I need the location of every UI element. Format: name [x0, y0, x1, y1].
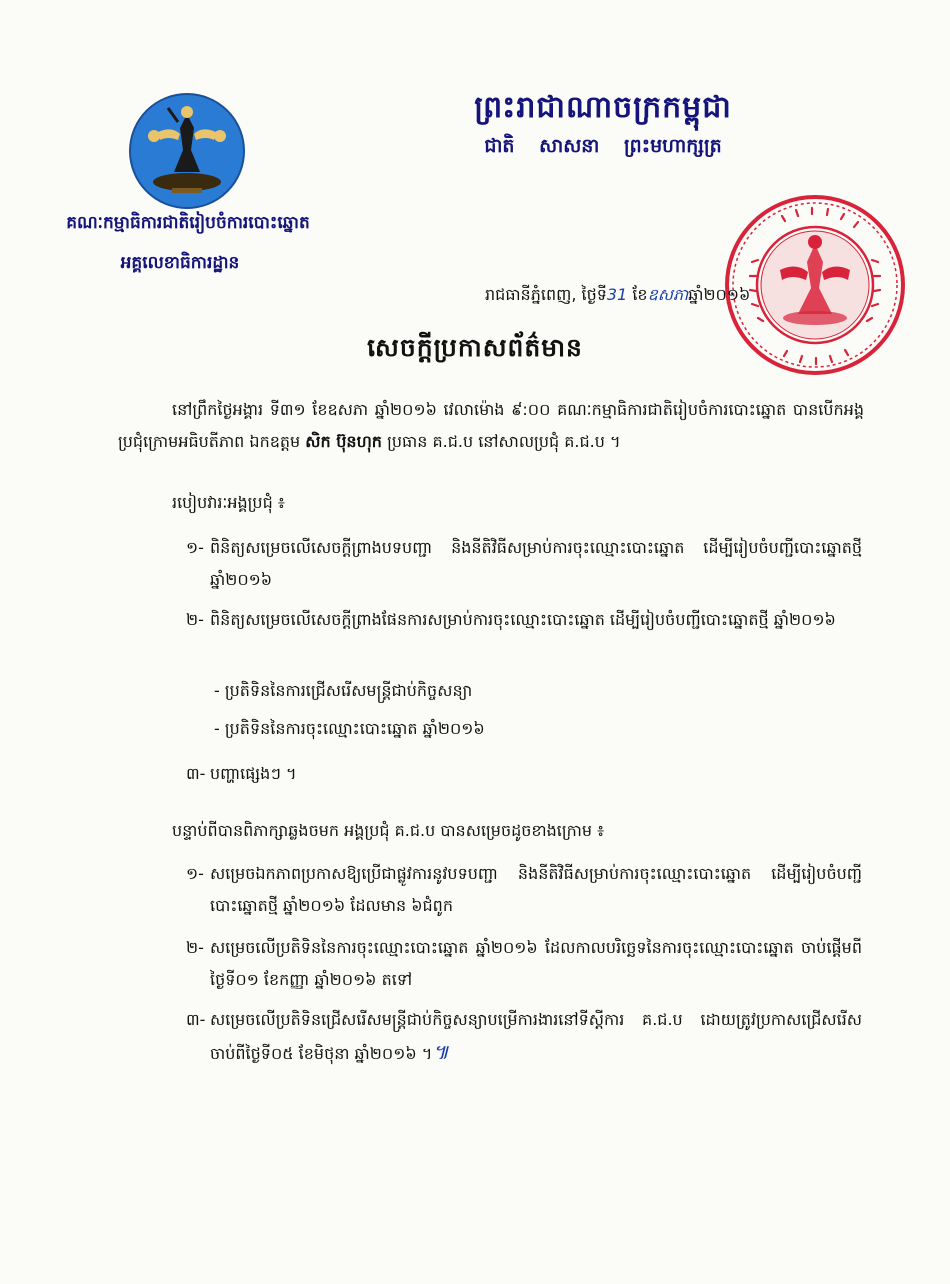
decisions-heading: បន្ទាប់ពីបានពិភាក្សាឆ្លងចមក អង្គប្រជុំ គ.ជ.ប បានសម្រេចដូចខាងក្រោម ៖: [172, 821, 605, 840]
agenda-heading: របៀបវារៈអង្គប្រជុំ ៖: [172, 493, 285, 512]
decision-text: សម្រេចលើប្រតិទិនជ្រើសរើសមន្ត្រីជាប់កិច្ចសន្យាបម្រើការងារនៅទីស្តីការ គ.ជ.ប ដោយត្រូវប្រកាសជ្រើសរើសចាប់ពីថ្ងៃទី០៥ ខែមិថុនា ឆ្នាំ២០១៦ ។: [210, 1010, 862, 1063]
agenda-subitem: - ប្រតិទិននៃការជ្រើសរើសមន្ត្រីជាប់កិច្ចសន្យា: [214, 681, 473, 700]
item-number: ៣-: [186, 764, 206, 783]
date-prefix: រាជធានីភ្នំពេញ, ថ្ងៃទី: [485, 285, 607, 304]
date-day: 31: [606, 285, 628, 304]
date-month: ឧសភា: [647, 285, 689, 304]
agenda-item: [186, 758, 862, 790]
nec-logo: [128, 92, 246, 210]
intro-text-end: ប្រធាន គ.ជ.ប នៅសាលប្រជុំ គ.ជ.ប ។: [387, 432, 621, 451]
date-month-label: ខែ: [627, 285, 648, 304]
chairman-name: សិក ប៊ុនហុក: [305, 432, 382, 451]
item-number: ២-: [186, 610, 204, 629]
handwritten-end-mark: ៕: [432, 1040, 449, 1064]
item-text: ពិនិត្យសម្រេចលើសេចក្តីព្រាងផែនការសម្រាប់ការចុះឈ្មោះបោះឆ្នោត ដើម្បីរៀបចំបញ្ជីបោះឆ្នោតថ្មី ឆ្នាំ២០១៦: [210, 610, 836, 629]
item-text: បញ្ហាផ្សេងៗ ។: [210, 764, 297, 783]
item-number: ១-: [186, 538, 204, 557]
national-motto: ជាតិ សាសនា ព្រះមហាក្សត្រ: [484, 135, 722, 157]
item-number: ៣-: [186, 1010, 206, 1029]
agenda-subitem: - ប្រតិទិននៃការចុះឈ្មោះបោះឆ្នោត ឆ្នាំ២០១៦: [214, 719, 485, 738]
item-text: សម្រេចលើប្រតិទិននៃការចុះឈ្មោះបោះឆ្នោត ឆ្នាំ២០១៦ ដែលកាលបរិច្ឆេទនៃការចុះឈ្មោះបោះឆ្នោត ចាប់ផ្តើមពីថ្ងៃទី០១ ខែកញ្ញា ឆ្នាំ២០១៦ តទៅ: [210, 938, 862, 989]
intro-paragraph: [118, 394, 864, 458]
intro-text-start: នៅព្រឹកថ្ងៃអង្គារ ទី៣១ ខែឧសភា ឆ្នាំ២០១៦ វេលាម៉ោង ៩:០០ គណៈកម្មាធិការជាតិរៀបចំការបោះឆ្នោត បានបើកអង្គប្រជុំក្រោមអធិបតីភាព ឯកឧត្តម: [118, 400, 864, 451]
kingdom-heading: ព្រះរាជាណាចក្រកម្ពុជា: [474, 90, 732, 125]
item-number: ២-: [186, 938, 204, 957]
decision-item: [186, 1004, 862, 1070]
date-year: ឆ្នាំ២០១៦: [688, 285, 751, 304]
item-text: សម្រេចឯកភាពប្រកាសឱ្យប្រើជាផ្លូវការនូវបទបញ្ជា និងនីតិវិធីសម្រាប់ការចុះឈ្មោះបោះឆ្នោត ដើម្បីរៀបចំបញ្ជីបោះឆ្នោតថ្មី ឆ្នាំ២០១៦ ដែលមាន ៦ជំពូក: [210, 864, 862, 915]
decision-item: [186, 858, 862, 922]
decision-item: [186, 932, 862, 996]
item-number: ១-: [186, 864, 204, 883]
agenda-item: [186, 604, 862, 636]
item-text: [210, 1004, 862, 1070]
document-title: សេចក្តីប្រកាសព័ត៌មាន: [367, 333, 583, 362]
organization-unit: អគ្គលេខាធិការដ្ឋាន: [120, 253, 240, 273]
date-line: [485, 284, 750, 308]
agenda-item: [186, 532, 862, 596]
item-text: ពិនិត្យសម្រេចលើសេចក្តីព្រាងបទបញ្ជា និងនីតិវិធីសម្រាប់ការចុះឈ្មោះបោះឆ្នោត ដើម្បីរៀបចំបញ្ជីបោះឆ្នោតថ្មី ឆ្នាំ២០១៦: [210, 538, 862, 589]
organization-name: គណៈកម្មាធិការជាតិរៀបចំការបោះឆ្នោត: [66, 213, 310, 233]
